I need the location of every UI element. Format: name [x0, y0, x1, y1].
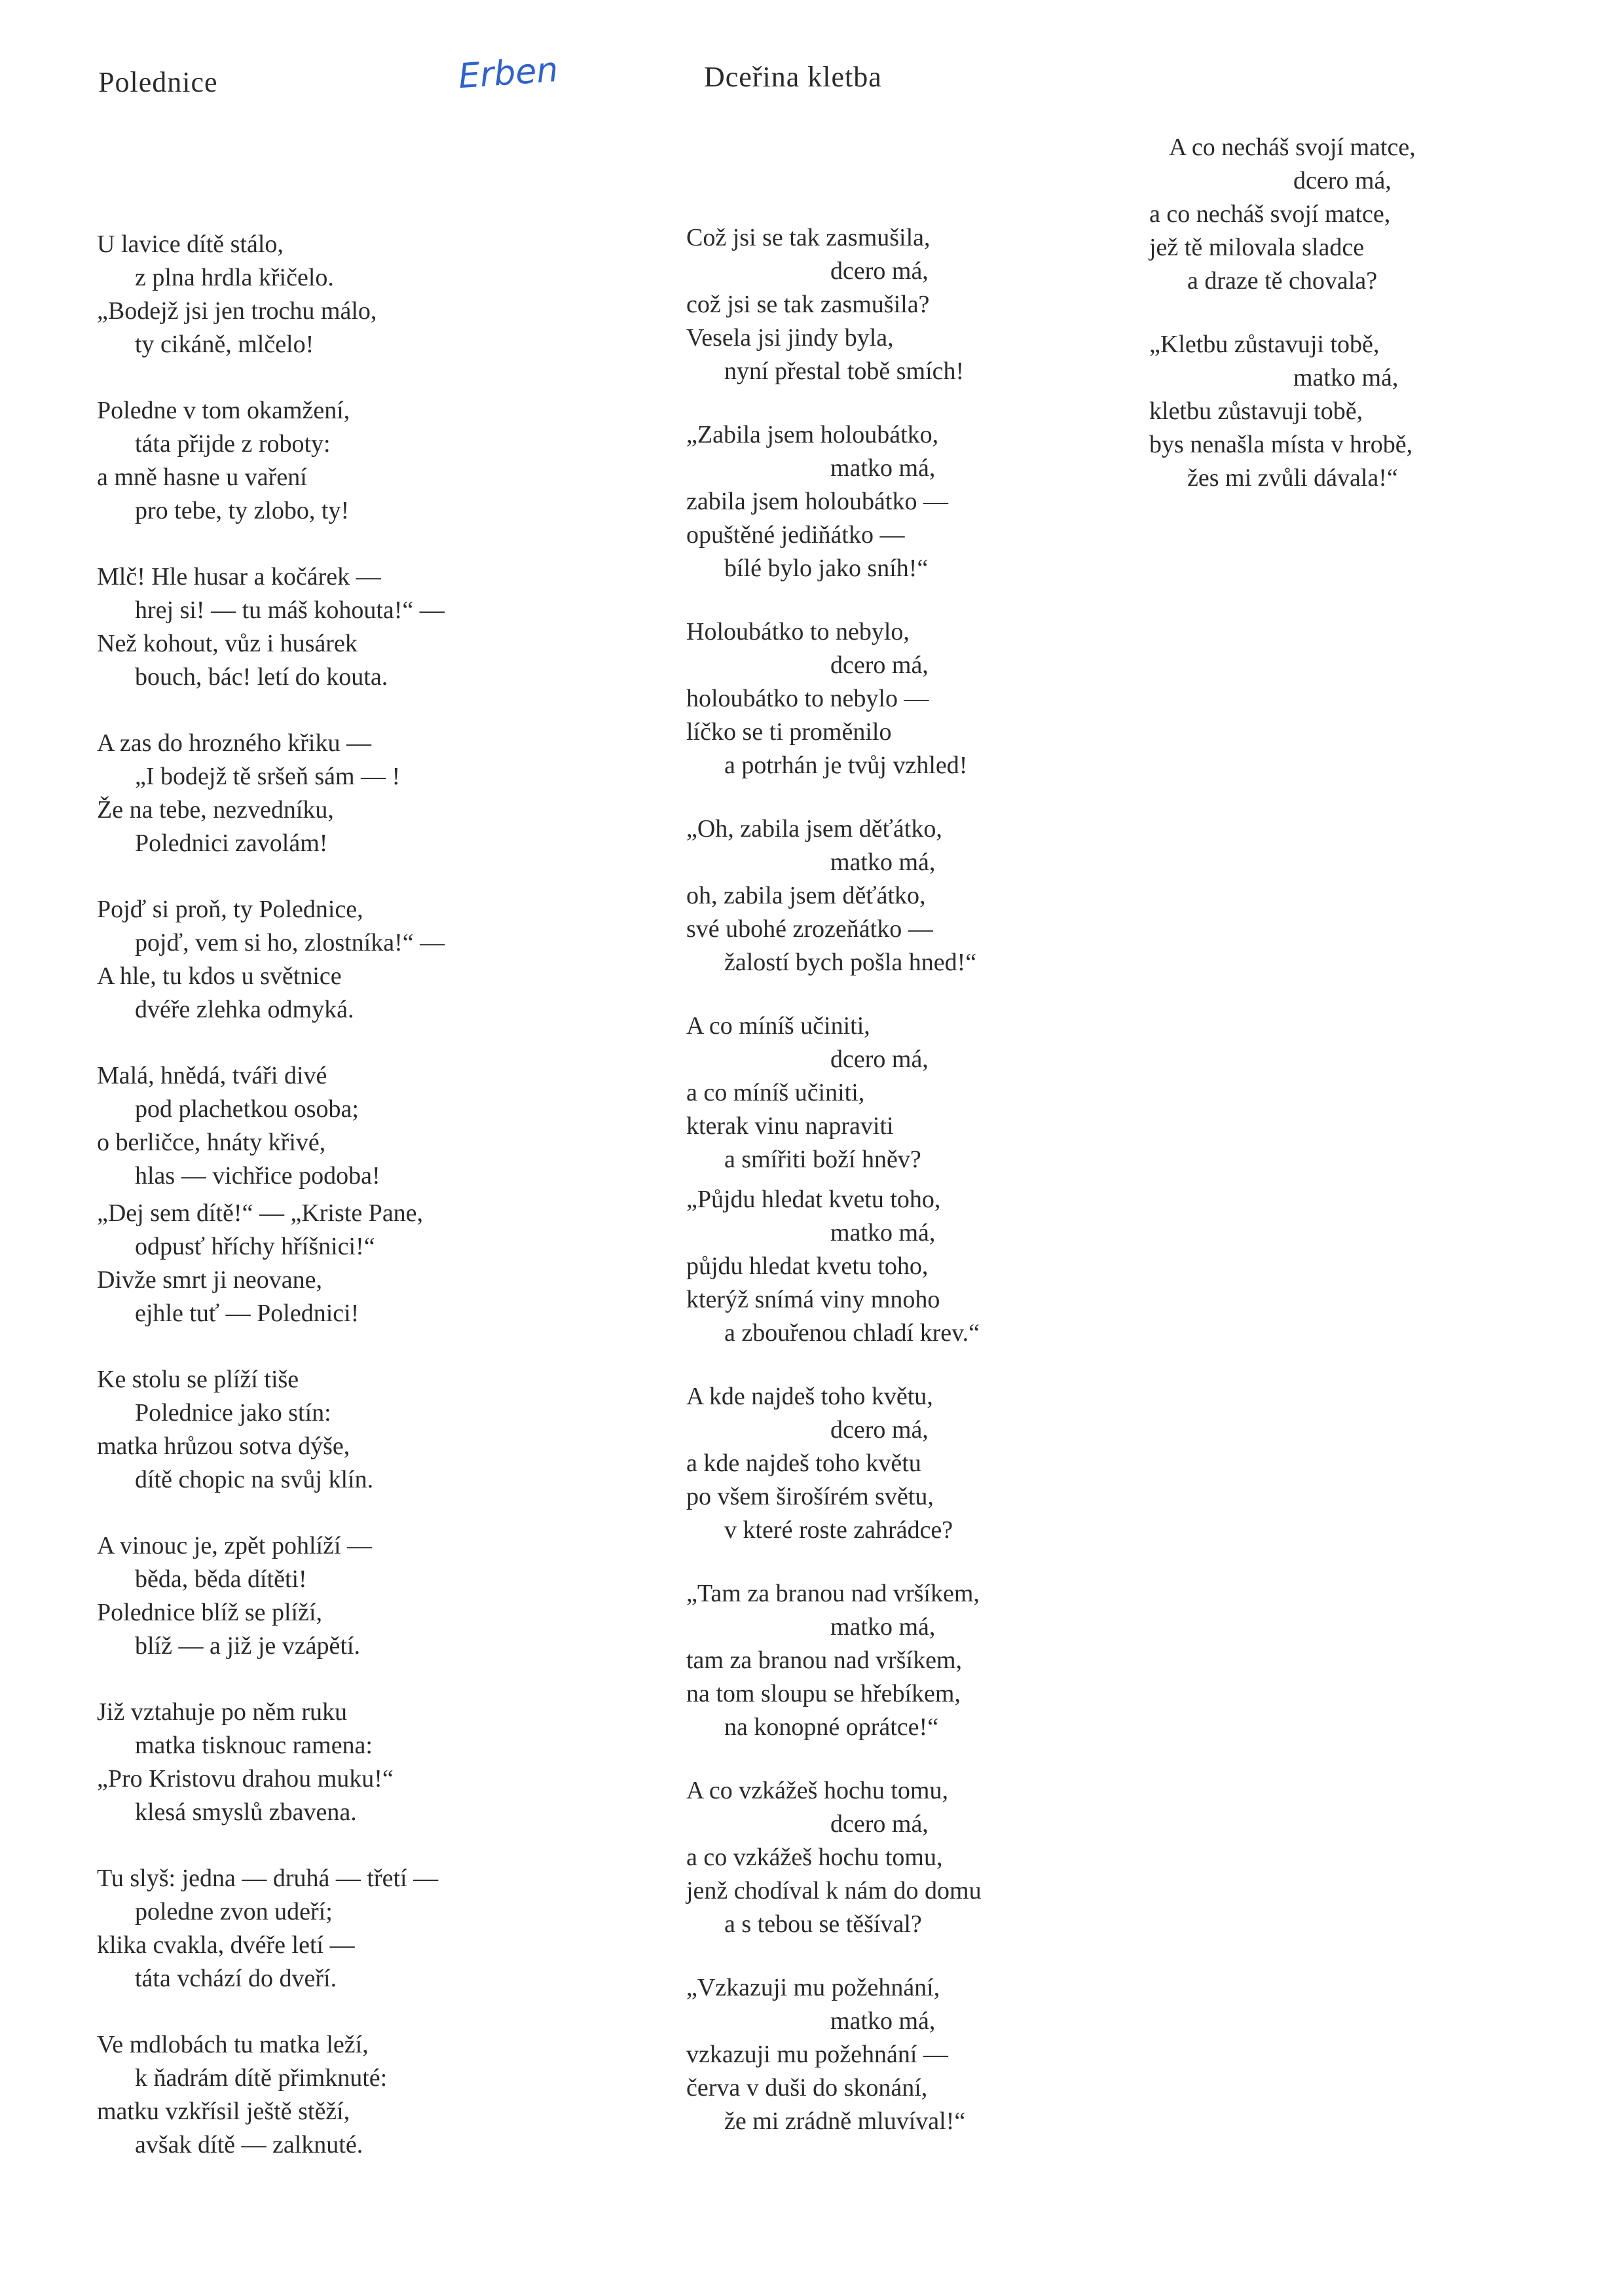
stanza — [97, 727, 445, 860]
verse-line: na tom sloupu se hřebíkem, — [686, 1680, 961, 1707]
verse-line: matko má, — [830, 1613, 936, 1641]
verse-line: odpusť hříchy hříšnici!“ — [135, 1233, 375, 1260]
stanza — [1149, 131, 1416, 298]
verse-line: matko má, — [830, 848, 936, 876]
verse-line: Polednice jako stín: — [135, 1399, 331, 1427]
verse-line: matko má, — [830, 454, 936, 482]
stanza — [97, 1059, 445, 1193]
verse-line: matka hrůzou sotva dýše, — [97, 1432, 350, 1460]
verse-line: dcero má, — [830, 1416, 929, 1444]
verse-line: „Vzkazuji mu požehnání, — [686, 1974, 940, 2001]
verse-line: matko má, — [1293, 364, 1399, 392]
kletba-poem-column-2 — [1149, 131, 1416, 495]
verse-line: Ve mdlobách tu matka leží, — [97, 2031, 369, 2058]
verse-line: Že na tebe, nezvedníku, — [97, 796, 334, 824]
verse-line: „Kletbu zůstavuji tobě, — [1149, 331, 1380, 358]
verse-line: Tu slyš: jedna — druhá — třetí — — [97, 1865, 439, 1892]
verse-line: klesá smyslů zbavena. — [135, 1798, 357, 1826]
verse-line: pro tebe, ty zlobo, ty! — [135, 497, 350, 524]
verse-line: A co vzkážeš hochu tomu, — [686, 1777, 948, 1804]
verse-line: avšak dítě — zalknuté. — [135, 2131, 363, 2159]
verse-line: červa v duši do skonání, — [686, 2074, 928, 2102]
verse-line: a zbouřenou chladí krev.“ — [724, 1319, 980, 1347]
verse-line: a co necháš svojí matce, — [1149, 200, 1391, 228]
verse-line: dcero má, — [830, 257, 929, 285]
verse-line: pod plachetkou osoba; — [135, 1095, 359, 1123]
verse-line: jenž chodíval k nám do domu — [686, 1877, 982, 1904]
stanza — [686, 1183, 982, 1350]
kletba-poem-column-1 — [686, 221, 982, 2138]
stanza — [686, 1774, 982, 1941]
verse-line: a potrhán je tvůj vzhled! — [724, 752, 968, 779]
verse-line: „Pro Kristovu drahou muku!“ — [97, 1765, 394, 1793]
stanza — [686, 1577, 982, 1744]
verse-line: Než kohout, vůz i husárek — [97, 630, 358, 657]
verse-line: vzkazuji mu požehnání — — [686, 2041, 948, 2068]
verse-line: z plna hrdla křičelo. — [135, 264, 334, 291]
stanza — [97, 560, 445, 694]
verse-line: nyní přestal tobě smích! — [724, 357, 965, 385]
verse-line: dítě chopic na svůj klín. — [135, 1466, 374, 1493]
verse-line: bouch, bác! letí do kouta. — [135, 663, 388, 691]
verse-line: o berličce, hnáty křivé, — [97, 1129, 326, 1156]
verse-line: kterak vinu napraviti — [686, 1112, 894, 1140]
verse-line: „Bodejž jsi jen trochu málo, — [97, 297, 377, 325]
verse-line: poledne zvon udeří; — [135, 1898, 333, 1925]
verse-line: „Zabila jsem holoubátko, — [686, 421, 939, 448]
stanza — [1149, 328, 1416, 495]
verse-line: a s tebou se těšíval? — [724, 1910, 922, 1938]
verse-line: matka tisknouc ramena: — [135, 1732, 373, 1759]
verse-line: v které roste zahrádce? — [724, 1516, 953, 1544]
stanza — [686, 221, 982, 388]
verse-line: A kde najdeš toho květu, — [686, 1383, 933, 1410]
verse-line: „Oh, zabila jsem děťátko, — [686, 815, 942, 843]
stanza — [97, 1197, 445, 1330]
verse-line: Mlč! Hle husar a kočárek — — [97, 563, 381, 591]
verse-line: Vesela jsi jindy byla, — [686, 324, 894, 352]
verse-line: kletbu zůstavuji tobě, — [1149, 397, 1363, 425]
verse-line: a smířiti boží hněv? — [724, 1146, 921, 1173]
stanza — [97, 893, 445, 1027]
verse-line: kterýž snímá viny mnoho — [686, 1286, 940, 1313]
verse-line: A hle, tu kdos u světnice — [97, 962, 342, 990]
verse-line: a draze tě chovala? — [1187, 267, 1378, 295]
stanza — [97, 1529, 445, 1663]
verse-line: bys nenašla místa v hrobě, — [1149, 431, 1413, 458]
verse-line: Polednici zavolám! — [135, 829, 328, 857]
verse-line: blíž — a již je vzápětí. — [135, 1632, 360, 1660]
stanza — [686, 1010, 982, 1176]
verse-line: táta vchází do dveří. — [135, 1965, 337, 1992]
verse-line: Polednice blíž se plíží, — [97, 1599, 323, 1626]
stanza — [686, 812, 982, 979]
verse-line: ejhle tuť — Polednici! — [135, 1300, 360, 1327]
verse-line: U lavice dítě stálo, — [97, 230, 284, 258]
verse-line: holoubátko to nebylo — — [686, 685, 929, 712]
stanza — [97, 228, 445, 361]
verse-line: a co vzkážeš hochu tomu, — [686, 1844, 943, 1871]
verse-line: na konopné oprátce!“ — [724, 1713, 939, 1741]
verse-line: Pojď si proň, ty Polednice, — [97, 896, 363, 923]
verse-line: líčko se ti proměnilo — [686, 718, 892, 746]
verse-line: oh, zabila jsem děťátko, — [686, 882, 926, 909]
stanza — [97, 1696, 445, 1829]
verse-line: tam za branou nad vršíkem, — [686, 1647, 963, 1674]
stanza — [97, 394, 445, 528]
stanza — [686, 1380, 982, 1547]
verse-line: dcero má, — [830, 651, 929, 679]
verse-line: „Dej sem dítě!“ — „Kriste Pane, — [97, 1199, 424, 1227]
verse-line: hlas — vichřice podoba! — [135, 1162, 380, 1190]
stanza — [686, 1971, 982, 2138]
verse-line: dcero má, — [830, 1810, 929, 1838]
verse-line: matku vzkřísil ještě stěží, — [97, 2098, 350, 2125]
verse-line: dcero má, — [830, 1046, 929, 1073]
verse-line: klika cvakla, dvéře letí — — [97, 1931, 355, 1959]
dcerina-kletba-title: Dceřina kletba — [704, 61, 882, 93]
stanza — [97, 1363, 445, 1497]
verse-line: Poledne v tom okamžení, — [97, 397, 350, 424]
verse-line: ty cikáně, mlčelo! — [135, 331, 314, 358]
stanza — [97, 2028, 445, 2162]
verse-line: „Tam za branou nad vršíkem, — [686, 1580, 980, 1607]
verse-line: zabila jsem holoubátko — — [686, 488, 948, 515]
verse-line: což jsi se tak zasmušila? — [686, 291, 930, 318]
verse-line: a kde najdeš toho květu — [686, 1449, 921, 1477]
verse-line: „Půjdu hledat kvetu toho, — [686, 1186, 941, 1213]
verse-line: „I bodejž tě sršeň sám — ! — [135, 763, 401, 790]
verse-line: k ňadrám dítě přimknuté: — [135, 2064, 388, 2092]
verse-line: Což jsi se tak zasmušila, — [686, 224, 931, 251]
polednice-poem — [97, 228, 445, 2162]
verse-line: opuštěné jediňátko — — [686, 521, 905, 549]
verse-line: půjdu hledat kvetu toho, — [686, 1252, 929, 1280]
verse-line: hrej si! — tu máš kohouta!“ — — [135, 596, 445, 624]
verse-line: Již vztahuje po něm ruku — [97, 1698, 348, 1726]
verse-line: své ubohé zrozeňátko — — [686, 915, 933, 943]
verse-line: dvéře zlehka odmyká. — [135, 996, 354, 1023]
verse-line: žalostí bych pošla hned!“ — [724, 949, 977, 976]
polednice-title: Polednice — [98, 66, 218, 98]
verse-line: matko má, — [830, 1219, 936, 1247]
verse-line: Divže smrt ji neovane, — [97, 1266, 323, 1294]
verse-line: Malá, hnědá, tváři divé — [97, 1062, 327, 1089]
verse-line: a co míníš učiniti, — [686, 1079, 865, 1106]
verse-line: jež tě milovala sladce — [1149, 234, 1365, 261]
verse-line: a mně hasne u vaření — [97, 464, 307, 491]
stanza — [686, 418, 982, 585]
stanza — [97, 1862, 445, 1995]
verse-line: A zas do hrozného křiku — — [97, 729, 371, 757]
verse-line: bílé bylo jako sníh!“ — [724, 555, 929, 582]
verse-line: běda, běda dítěti! — [135, 1565, 307, 1593]
stanza — [686, 615, 982, 782]
verse-line: žes mi zvůli dávala!“ — [1187, 464, 1398, 492]
verse-line: že mi zrádně mluvíval!“ — [724, 2107, 966, 2135]
verse-line: po všem širošírém světu, — [686, 1483, 934, 1510]
handwritten-author-note: Erben — [457, 50, 560, 97]
verse-line: A vinouc je, zpět pohlíží — — [97, 1532, 373, 1559]
verse-line: Ke stolu se plíží tiše — [97, 1366, 299, 1393]
verse-line: matko má, — [830, 2007, 936, 2035]
verse-line: A co necháš svojí matce, — [1169, 134, 1416, 161]
verse-line: pojď, vem si ho, zlostníka!“ — — [135, 929, 445, 957]
verse-line: Holoubátko to nebylo, — [686, 618, 910, 646]
verse-line: dcero má, — [1293, 167, 1392, 194]
verse-line: A co míníš učiniti, — [686, 1012, 870, 1040]
verse-line: táta přijde z roboty: — [135, 430, 331, 458]
